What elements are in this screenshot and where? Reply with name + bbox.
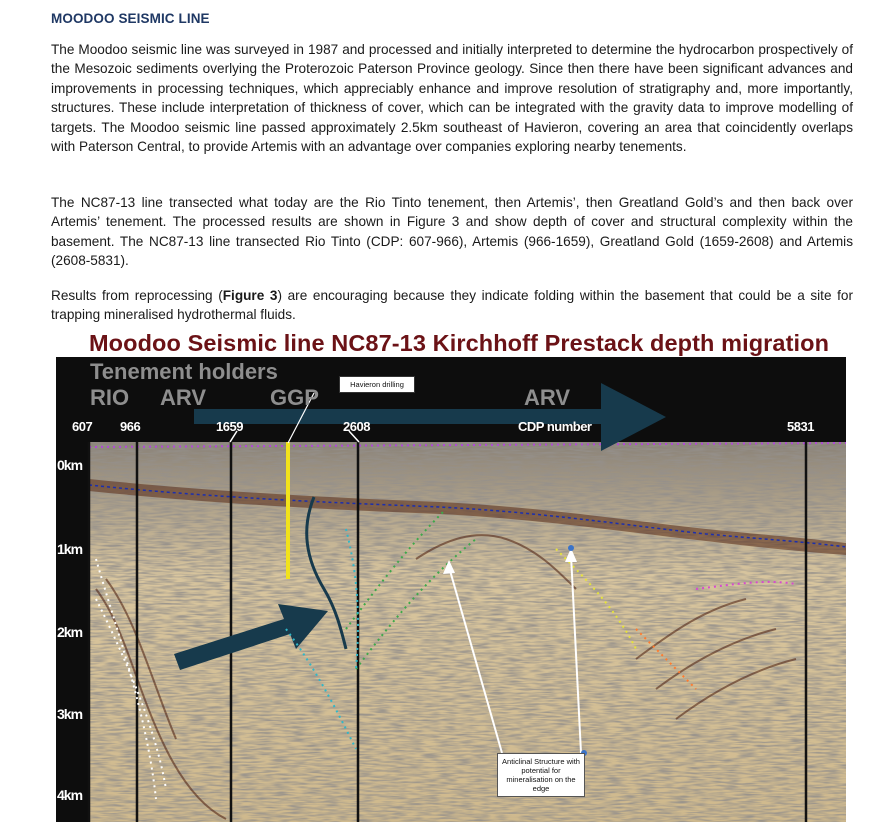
results-text-start: Results from reprocessing (: [51, 288, 223, 303]
depth-label-0km: 0km: [57, 457, 83, 473]
havieron-drilling-label: Havieron drilling: [339, 376, 415, 393]
ownership-direction-arrow: [194, 383, 666, 451]
holder-label-arv: ARV: [160, 385, 207, 410]
depth-label-2km: 2km: [57, 624, 83, 640]
paragraph-results: [51, 286, 853, 325]
holder-label-arv-east: ARV: [524, 385, 571, 410]
tenement-holders-heading: Tenement holders: [90, 359, 278, 384]
section-heading: MOODOO SEISMIC LINE: [51, 11, 210, 26]
anticline-marker: [568, 545, 574, 551]
cdp-label-607: 607: [72, 419, 93, 434]
cdp-leaders: [230, 431, 359, 442]
cdp-axis-label: CDP number: [518, 419, 592, 434]
holder-label-ggp: GGP: [270, 385, 319, 410]
results-text-end: ) are encouraging because they indicate folding within the basement that could be a site for trapping mineralised hydrothermal fluids.: [51, 288, 854, 323]
figure-title: Moodoo Seismic line NC87-13 Kirchhoff Prestack depth migration: [89, 330, 830, 356]
cdp-label-2608: 2608: [343, 419, 370, 434]
anticline-annotation: Anticlinal Structure with potential for mineralisation on the edge: [497, 753, 585, 797]
depth-label-1km: 1km: [57, 541, 83, 557]
figure-reference-link[interactable]: Figure 3: [222, 288, 278, 303]
cdp-label-1659: 1659: [216, 419, 243, 434]
seismic-figure: [56, 329, 846, 822]
holder-label-rio: RIO: [90, 385, 130, 410]
paragraph-tenements: The NC87-13 line transected what today are the Rio Tinto tenement, then Artemis’, then Greatland Gold’s and then back over Artemis’ tenement. The processed results are shown in Figure 3 and show depth of cover and structural complexity within the basement. The NC87-13 line transected Rio Tinto (CDP: 607-966), Artemis (966-1659), Greatland Gold (1659-2608) and Artemis (2608-5831).: [51, 195, 853, 269]
depth-label-3km: 3km: [57, 706, 83, 722]
depth-label-4km: 4km: [57, 787, 83, 803]
cdp-label-5831: 5831: [787, 419, 814, 434]
paragraph-survey-history: The Moodoo seismic line was surveyed in 1987 and processed and initially interpreted to determine the hydrocarbon prospectively of the Mesozoic sediments overlying the Proterozoic Paterson Province geology. Since then there have been significant advances and improvements in processing techniques, which appreciably enhance and improve resolution of stratigraphy and, more importantly, structures. These include interpretation of thickness of cover, which can be integrated with the gravity data to improve modelling of targets. The Moodoo seismic line passed approximately 2.5km southeast of Havieron, covering an area that coincidently overlaps with Paterson Central, to provide Artemis with an advantage over companies exploring nearby tenements.: [51, 42, 853, 155]
cdp-label-966: 966: [120, 419, 141, 434]
